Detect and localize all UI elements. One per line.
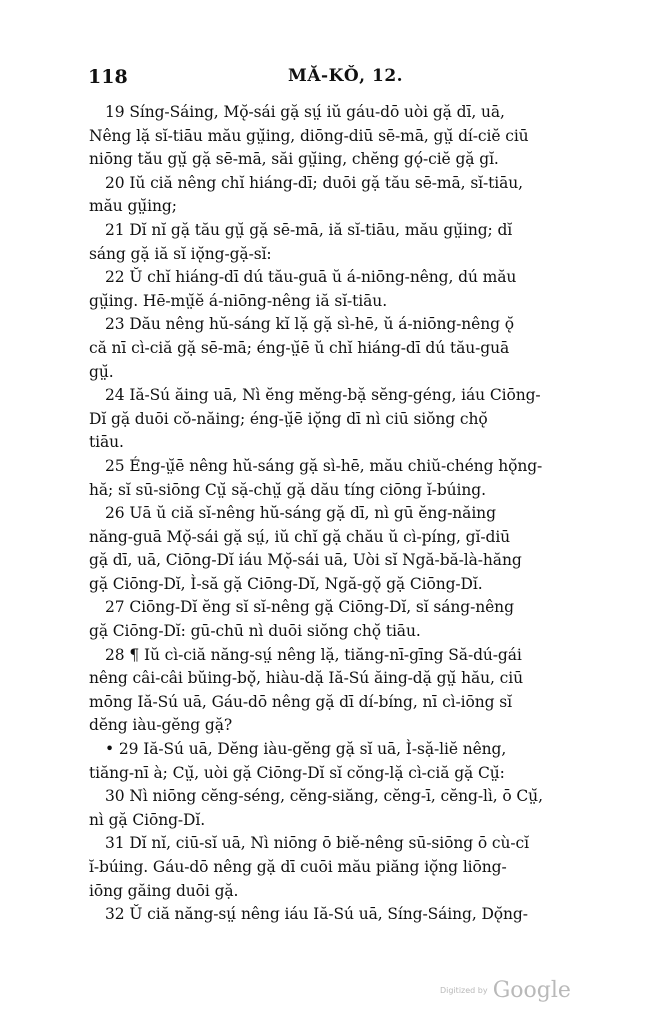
text-line: gặ Ciōng-Dĭ, Ì-să gặ Ciōng-Dĭ, Ngă-gǫ̆ gặ Ciōng-Dĭ.	[89, 574, 483, 593]
text-line: ĭ-búing. Gáu-dō nêng gặ dī cuōi mău piăng iǫ̆ng liōng-	[89, 858, 507, 876]
text-line: mău gṳ̆ing;	[89, 197, 177, 216]
text-line: 22 Ŭ chĭ hiáng-dī dú tău-guā ŭ á-niōng-nêng, dú mău	[105, 268, 517, 287]
text-line: 27 Ciōng-Dĭ ĕng sĭ sĭ-nêng gặ Ciōng-Dĭ, sĭ sáng-nêng	[105, 598, 514, 617]
text-line: sáng gặ iă sĭ iǫ̆ng-gặ-sĭ:	[89, 244, 272, 263]
running-head: MĂ-KǑ, 12.	[288, 66, 404, 86]
text-line: gṳ̆ing. Hē-mṳ̆ĕ á-niōng-nêng iă sĭ-tiāu.	[89, 291, 388, 310]
text-line: 24 Iă-Sú ăing uā, Nì ĕng mĕng-bặ sĕng-géng, iáu Ciōng-	[105, 386, 541, 405]
text-line: 23 Dău nêng hŭ-sáng kĭ lặ gặ sì-hē, ŭ á-niōng-nêng ǫ̆	[105, 315, 515, 334]
text-line: 21 Dĭ nĭ gặ tău gṳ̆ gặ sē-mā, iă sĭ-tiāu, mău gṳ̆ing; dĭ	[105, 220, 513, 239]
text-line: iōng găing duōi gặ.	[89, 881, 239, 900]
text-line: 30 Nì niōng cĕng-séng, cĕng-siăng, cĕng-ī, cĕng-lì, ō Cṳ̆,	[105, 787, 543, 806]
digitized-by-label: Digitized by	[440, 986, 488, 995]
digitized-watermark	[440, 978, 571, 1003]
text-line: tiāu.	[89, 433, 124, 452]
text-line: 19 Síng-Sáing, Mǫ̆-sái gặ sṳ́ iŭ gáu-dō uòi gặ dī, uā,	[105, 103, 505, 121]
text-line: mōng Iă-Sú uā, Gáu-dō nêng gặ dī dí-bíng, nī cì-iōng sĭ	[89, 692, 513, 711]
text-line: 25 Éng-ṳ̆ē nêng hŭ-sáng gặ sì-hē, mău chiŭ-chéng hǫ̆ng-	[105, 456, 543, 475]
text-line: tiăng-nī à; Cṳ̆, uòi gặ Ciōng-Dĭ sĭ cŏng-lặ cì-ciă gặ Cṳ̆:	[89, 763, 505, 782]
text-line: dĕng iàu-gĕng gặ?	[89, 716, 233, 735]
text-line: nêng câi-câi bŭing-bǫ̆, hiàu-dặ Iă-Sú ăing-dặ gṳ̆ hău, ciū	[89, 669, 523, 688]
text-line: 32 Ŭ ciă năng-sṳ́ nêng iáu Iă-Sú uā, Síng-Sáing, Dǫ̆ng-	[105, 905, 528, 924]
text-line: Nêng lặ sĭ-tiāu mău gṳ̆ing, diōng-diū sē-mā, gṳ̆ dí-ciĕ ciū	[89, 126, 529, 145]
text-line: • 29 Iă-Sú uā, Dĕng iàu-gĕng gặ sĭ uā, Ì-sặ-liĕ nêng,	[105, 740, 507, 759]
text-line: 31 Dĭ nĭ, ciū-sĭ uā, Nì niōng ō biĕ-nêng sū-siōng ō cù-cĭ	[105, 834, 529, 853]
text-line: gṳ̆.	[89, 362, 114, 381]
text-line: gặ Ciōng-Dĭ: gū-chū nì duōi siŏng chǫ̆ tiāu.	[89, 622, 421, 641]
verse-text-block	[89, 101, 595, 927]
page-header	[88, 66, 592, 94]
text-line: că nī cì-ciă gặ sē-mā; éng-ṳ̆ē ŭ chĭ hiáng-dī dú tău-guā	[89, 338, 510, 357]
page-number: 118	[88, 66, 128, 88]
google-logo: Google	[492, 978, 571, 1003]
text-line: 20 Iŭ ciă nêng chĭ hiáng-dī; duōi gặ tău sē-mā, sĭ-tiāu,	[105, 173, 524, 192]
text-line: 28 ¶ Iŭ cì-ciă năng-sṳ́ nêng lặ, tiăng-nī-gīng Să-dú-gái	[105, 645, 522, 664]
text-line: Dĭ gặ duōi cŏ-năing; éng-ṳ̆ē iǫ̆ng dī nì ciū siŏng chǫ̆	[89, 409, 488, 428]
text-line: nì gặ Ciōng-Dĭ.	[89, 810, 206, 829]
text-line: năng-guā Mǫ̆-sái gặ sṳ́, iŭ chĭ gặ chău ŭ cì-píng, gĭ-diū	[89, 527, 511, 546]
text-line: niōng tău gṳ̆ gặ sē-mā, săi gṳ̆ing, chĕng gǫ́-ciĕ gặ gĭ.	[89, 150, 499, 169]
text-line: hă; sĭ sū-siōng Cṳ̆ sặ-chṳ̆ gặ dău tíng ciōng ĭ-búing.	[89, 480, 486, 499]
text-line: gặ dī, uā, Ciōng-Dĭ iáu Mǫ̆-sái uā, Uòi sĭ Ngă-bă-là-hăng	[89, 551, 522, 570]
text-line: 26 Uā ŭ ciă sĭ-nêng hŭ-sáng gặ dī, nì gū ĕng-năing	[105, 504, 496, 523]
